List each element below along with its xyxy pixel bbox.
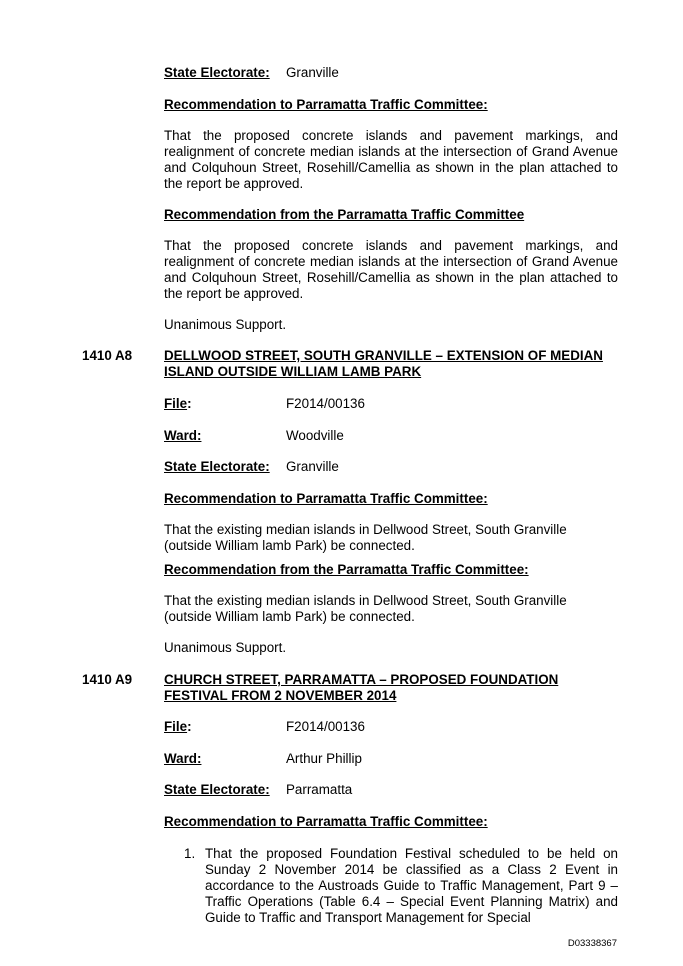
item-a9-electorate-value: Parramatta — [286, 782, 353, 797]
item-a8-support: Unanimous Support. — [164, 640, 287, 655]
item-a8-ward-value: Woodville — [286, 428, 344, 443]
item-a9-ward-row — [164, 751, 618, 767]
item-a9-code: 1410 A9 — [82, 672, 133, 687]
item-a8-electorate-value: Granville — [286, 459, 339, 474]
item-a9-file-colon: : — [187, 719, 192, 734]
top-rec-from-text: That the proposed concrete islands and pavement markings, and realignment of concrete median islands at the intersection of Grand Avenue and Colquhoun Street, Rosehill/Camellia as shown in the plan attached to the report be approved. — [164, 238, 618, 301]
item-a8-file-row — [164, 396, 618, 412]
item-a9-electorate-label: State Electorate: — [164, 782, 270, 797]
top-electorate-label: State Electorate: — [164, 65, 270, 80]
item-a9-file-row — [164, 719, 618, 735]
item-a8-ward-row — [164, 428, 618, 444]
item-a8-rec-from-text: That the existing median islands in Dellwood Street, South Granville (outside William lamb Park) be connected. — [164, 593, 567, 624]
item-a8-file-label — [164, 396, 192, 412]
item-a9-file-label — [164, 719, 192, 735]
item-a9-ward-label: Ward: — [164, 751, 202, 766]
item-a9-ward-value: Arthur Phillip — [286, 751, 362, 766]
item-a8-ward-label: Ward: — [164, 428, 202, 443]
item-a9-electorate-row — [164, 782, 618, 798]
item-a9-file-value: F2014/00136 — [286, 719, 365, 734]
item-a8-code: 1410 A8 — [82, 348, 133, 363]
item-a8-electorate-row — [164, 459, 618, 475]
top-electorate-row — [164, 65, 618, 81]
item-a8-title: DELLWOOD STREET, SOUTH GRANVILLE – EXTENSION OF MEDIAN ISLAND OUTSIDE WILLIAM LAMB PARK — [164, 348, 603, 379]
item-a8-rec-to-heading: Recommendation to Parramatta Traffic Committee: — [164, 491, 488, 506]
item-a9-rec-to-heading: Recommendation to Parramatta Traffic Committee: — [164, 814, 488, 829]
item-a8-file-value: F2014/00136 — [286, 396, 365, 411]
top-rec-to-text: That the proposed concrete islands and pavement markings, and realignment of concrete median islands at the intersection of Grand Avenue and Colquhoun Street, Rosehill/Camellia as shown in the plan attached to the report be approved. — [164, 128, 618, 191]
top-rec-to-heading: Recommendation to Parramatta Traffic Committee: — [164, 97, 488, 112]
list-item-text: That the proposed Foundation Festival scheduled to be held on Sunday 2 November 2014 be classified as a Class 2 Event in accordance to the Austroads Guide to Traffic Management, Part 9 – Traffic Operations (Table 6.4 – Special Event Planning Matrix) and Guide to Traffic and Transport Management for Special — [205, 846, 618, 925]
top-electorate-value: Granville — [286, 65, 339, 80]
item-a8-file-label-text: File — [164, 396, 188, 411]
item-a8-file-colon: : — [187, 396, 192, 411]
top-rec-from-heading: Recommendation from the Parramatta Traffic Committee — [164, 207, 525, 222]
top-support: Unanimous Support. — [164, 317, 287, 332]
item-a9-file-label-text: File — [164, 719, 188, 734]
item-a9-title: CHURCH STREET, PARRAMATTA – PROPOSED FOUNDATION FESTIVAL FROM 2 NOVEMBER 2014 — [164, 672, 559, 703]
document-number: D03338367 — [567, 938, 617, 949]
item-a8-rec-from-heading: Recommendation from the Parramatta Traffic Committee: — [164, 562, 529, 577]
list-item-number: 1. — [184, 846, 196, 861]
item-a8-rec-to-text: That the existing median islands in Dellwood Street, South Granville (outside William lamb Park) be connected. — [164, 522, 567, 553]
item-a8-electorate-label: State Electorate: — [164, 459, 270, 474]
